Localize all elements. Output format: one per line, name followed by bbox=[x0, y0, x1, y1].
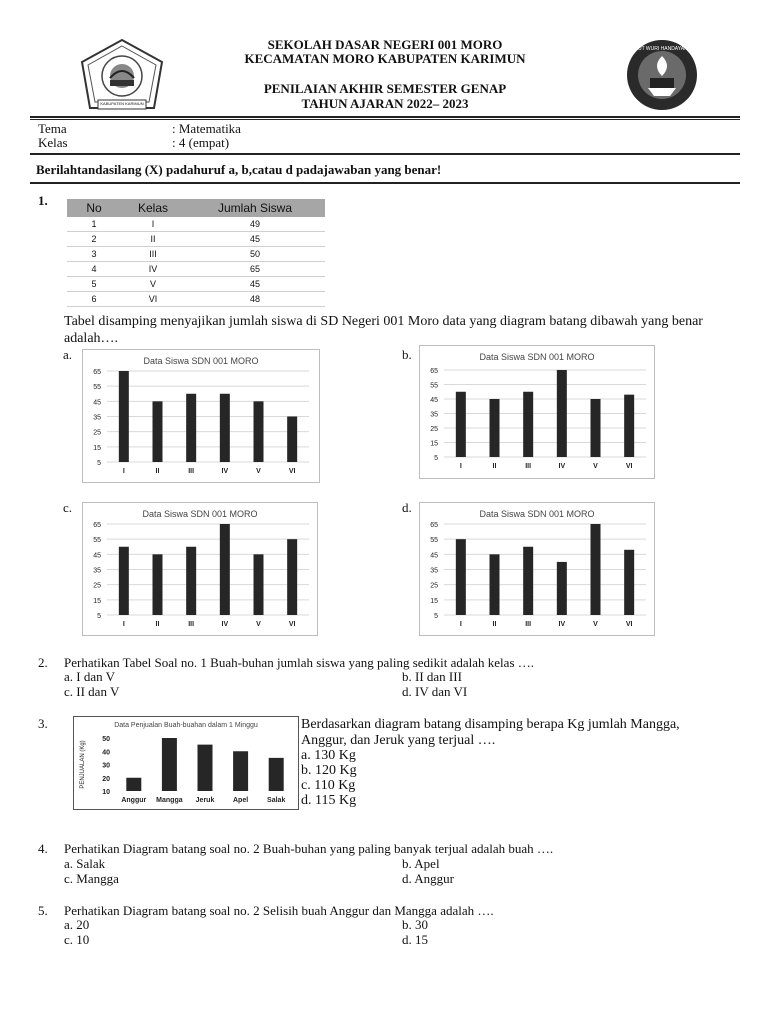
x-tick-label: II bbox=[492, 463, 497, 470]
student-table bbox=[67, 199, 325, 307]
bar bbox=[254, 401, 264, 462]
y-tick-label: 15 bbox=[430, 440, 438, 448]
q2-option-b[interactable]: b. II dan III bbox=[402, 669, 462, 684]
q5-number: 5. bbox=[38, 903, 48, 918]
y-tick-label: 55 bbox=[93, 537, 101, 545]
q5-option-d[interactable]: d. 15 bbox=[402, 932, 428, 947]
y-tick-label: 45 bbox=[93, 552, 101, 560]
tema-value: : Matematika bbox=[172, 121, 241, 136]
x-tick-label: IV bbox=[558, 463, 566, 470]
x-tick-label: I bbox=[459, 621, 462, 628]
y-tick-label: 5 bbox=[97, 613, 101, 620]
x-tick-label: III bbox=[525, 621, 532, 628]
q4-text: Perhatikan Diagram batang soal no. 2 Buah-buhan yang paling banyak terjual adalah buah …. bbox=[64, 841, 554, 856]
x-tick-label: Salak bbox=[267, 797, 286, 804]
q3-option-c[interactable]: c. 110 Kg bbox=[301, 778, 356, 793]
q3-option-d[interactable]: d. 115 Kg bbox=[301, 793, 357, 808]
bar bbox=[254, 554, 264, 615]
y-tick-label: 65 bbox=[93, 369, 101, 376]
district-name: KECAMATAN MORO KABUPATEN KARIMUN bbox=[244, 51, 526, 66]
x-tick-label: IV bbox=[221, 468, 229, 475]
bar bbox=[119, 547, 129, 615]
y-tick-label: 65 bbox=[430, 368, 438, 375]
table-cell: 1 bbox=[67, 217, 121, 232]
bar bbox=[557, 562, 567, 615]
x-tick-label: VI bbox=[288, 468, 296, 475]
x-tick-label: Jeruk bbox=[195, 797, 215, 804]
y-tick-label: 35 bbox=[430, 567, 438, 575]
school-name: SEKOLAH DASAR NEGERI 001 MORO bbox=[267, 37, 503, 52]
chart-title: Data Penjualan Buah-buahan dalam 1 Minggu bbox=[114, 722, 258, 729]
x-tick-label: VI bbox=[625, 463, 633, 470]
table-header-jumlah: Jumlah Siswa bbox=[185, 199, 325, 217]
q3-text-line2: Anggur, dan Jeruk yang terjual …. bbox=[301, 733, 496, 748]
x-tick-label: I bbox=[122, 621, 125, 628]
table-header-no: No bbox=[67, 199, 121, 217]
y-tick-label: 65 bbox=[93, 522, 101, 529]
bar bbox=[186, 394, 196, 462]
bar bbox=[198, 745, 213, 791]
y-tick-label: 45 bbox=[430, 552, 438, 560]
y-tick-label: 15 bbox=[93, 444, 101, 452]
q4-option-a[interactable]: a. Salak bbox=[64, 856, 106, 871]
q2-number: 2. bbox=[38, 655, 48, 670]
x-tick-label: Mangga bbox=[156, 797, 183, 804]
table-cell: 48 bbox=[185, 292, 325, 307]
option-b-letter[interactable]: b. bbox=[402, 347, 412, 362]
table-row bbox=[67, 262, 325, 277]
chart-fruit-sales bbox=[73, 716, 299, 810]
q2-option-a[interactable]: a. I dan V bbox=[64, 669, 116, 684]
bar bbox=[490, 554, 500, 615]
q1-text: Tabel disamping menyajikan jumlah siswa di SD Negeri 001 Moro data yang diagram batang dibawah yang benar adalah…. bbox=[64, 314, 703, 346]
table-row bbox=[67, 247, 325, 262]
bar bbox=[456, 539, 466, 615]
table-cell: 49 bbox=[185, 217, 325, 232]
q5-option-a[interactable]: a. 20 bbox=[64, 917, 90, 932]
table-cell: V bbox=[121, 277, 185, 292]
bar bbox=[456, 392, 466, 457]
y-tick-label: 5 bbox=[97, 460, 101, 467]
tema-label: Tema bbox=[38, 121, 67, 136]
y-tick-label: 35 bbox=[430, 411, 438, 419]
kelas-label: Kelas bbox=[38, 135, 68, 150]
x-tick-label: I bbox=[459, 463, 462, 470]
y-tick-label: 35 bbox=[93, 567, 101, 575]
x-tick-label: Anggur bbox=[121, 797, 147, 804]
x-tick-label: V bbox=[593, 463, 598, 470]
bar bbox=[523, 547, 533, 615]
y-tick-label: 25 bbox=[93, 582, 101, 590]
q3-text-line1: Berdasarkan diagram batang disamping berapa Kg jumlah Mangga, bbox=[301, 717, 680, 732]
q2-text: Perhatikan Tabel Soal no. 1 Buah-buhan jumlah siswa yang paling sedikit adalah kelas …. bbox=[64, 655, 534, 670]
y-tick-label: 10 bbox=[102, 789, 110, 796]
q2-option-c[interactable]: c. II dan V bbox=[64, 684, 120, 699]
bar bbox=[490, 399, 500, 457]
kelas-value: : 4 (empat) bbox=[172, 135, 230, 150]
bar bbox=[523, 392, 533, 457]
table-cell: VI bbox=[121, 292, 185, 307]
table-cell: III bbox=[121, 247, 185, 262]
instruction: Berilahtandasilang (X) padahuruf a, b,catau d padajawaban yang benar! bbox=[36, 162, 442, 177]
meta-rule bbox=[30, 153, 740, 155]
y-tick-label: 55 bbox=[93, 384, 101, 392]
y-tick-label: 55 bbox=[430, 537, 438, 545]
y-tick-label: 65 bbox=[430, 522, 438, 529]
x-tick-label: VI bbox=[625, 621, 633, 628]
table-row bbox=[67, 217, 325, 232]
chart-option-b[interactable] bbox=[419, 345, 655, 479]
table-cell: IV bbox=[121, 262, 185, 277]
header-rule-thick bbox=[30, 116, 740, 118]
exam-title: PENILAIAN AKHIR SEMESTER GENAP bbox=[263, 81, 507, 96]
bar bbox=[591, 524, 601, 615]
bar bbox=[233, 751, 248, 791]
header-rule-thin bbox=[30, 119, 740, 120]
table-row bbox=[67, 277, 325, 292]
bar bbox=[119, 371, 129, 462]
chart-title: Data Siswa SDN 001 MORO bbox=[479, 509, 595, 519]
q4-option-d[interactable]: d. Anggur bbox=[402, 871, 454, 886]
q3-option-b[interactable]: b. 120 Kg bbox=[301, 763, 357, 778]
y-tick-label: 45 bbox=[93, 399, 101, 407]
table-cell: II bbox=[121, 232, 185, 247]
q4-number: 4. bbox=[38, 841, 48, 856]
y-tick-label: 5 bbox=[434, 613, 438, 620]
bar bbox=[220, 524, 230, 615]
y-tick-label: 15 bbox=[430, 597, 438, 605]
q3-number: 3. bbox=[38, 716, 48, 731]
x-tick-label: III bbox=[188, 468, 195, 475]
bar bbox=[287, 539, 297, 615]
x-tick-label: V bbox=[256, 621, 261, 628]
option-d-letter[interactable]: d. bbox=[402, 500, 412, 515]
table-cell: 50 bbox=[185, 247, 325, 262]
y-tick-label: 35 bbox=[93, 414, 101, 422]
bar bbox=[153, 554, 163, 615]
y-tick-label: 40 bbox=[102, 749, 110, 757]
q3-option-a[interactable]: a. 130 Kg bbox=[301, 748, 356, 763]
q4-option-b[interactable]: b. Apel bbox=[402, 856, 440, 871]
q5-option-c[interactable]: c. 10 bbox=[64, 932, 90, 947]
x-tick-label: II bbox=[492, 621, 497, 628]
bar bbox=[220, 394, 230, 462]
chart-title: Data Siswa SDN 001 MORO bbox=[143, 356, 259, 366]
y-tick-label: 20 bbox=[102, 775, 110, 783]
tut-wuri-logo-text: TUT WURI HANDAYANI bbox=[634, 46, 690, 52]
x-tick-label: V bbox=[593, 621, 598, 628]
table-cell: 6 bbox=[67, 292, 121, 307]
y-tick-label: 50 bbox=[102, 736, 110, 743]
bar bbox=[186, 547, 196, 615]
bar bbox=[269, 758, 284, 791]
table-cell: 45 bbox=[185, 277, 325, 292]
y-tick-label: 30 bbox=[102, 762, 110, 770]
y-tick-label: 5 bbox=[434, 455, 438, 462]
table-cell: 3 bbox=[67, 247, 121, 262]
q5-text: Perhatikan Diagram batang soal no. 2 Selisih buah Anggur dan Mangga adalah …. bbox=[64, 903, 494, 918]
chart-option-c[interactable] bbox=[82, 502, 318, 636]
x-tick-label: I bbox=[122, 468, 125, 475]
y-tick-label: 15 bbox=[93, 597, 101, 605]
q2-option-d[interactable]: d. IV dan VI bbox=[402, 684, 468, 699]
bar bbox=[126, 778, 141, 791]
q4-option-c[interactable]: c. Mangga bbox=[64, 871, 119, 886]
table-row bbox=[67, 292, 325, 307]
chart-option-a[interactable] bbox=[82, 349, 320, 483]
x-tick-label: IV bbox=[221, 621, 229, 628]
q5-option-b[interactable]: b. 30 bbox=[402, 917, 428, 932]
option-a-letter[interactable]: a. bbox=[63, 347, 73, 362]
bar bbox=[557, 370, 567, 457]
x-tick-label: IV bbox=[558, 621, 566, 628]
bar bbox=[591, 399, 601, 457]
instruction-rule bbox=[30, 182, 740, 184]
table-cell: 2 bbox=[67, 232, 121, 247]
y-tick-label: 55 bbox=[430, 382, 438, 390]
x-tick-label: III bbox=[188, 621, 195, 628]
bar bbox=[153, 401, 163, 462]
table-cell: 5 bbox=[67, 277, 121, 292]
y-tick-label: 25 bbox=[93, 429, 101, 437]
table-cell: 45 bbox=[185, 232, 325, 247]
x-tick-label: VI bbox=[288, 621, 296, 628]
y-tick-label: 45 bbox=[430, 397, 438, 404]
x-tick-label: Apel bbox=[233, 797, 249, 804]
x-tick-label: II bbox=[155, 468, 160, 475]
academic-year: TAHUN AJARAN 2022– 2023 bbox=[301, 96, 469, 111]
bar bbox=[624, 395, 634, 457]
chart-title: Data Siswa SDN 001 MORO bbox=[142, 509, 258, 519]
x-tick-label: II bbox=[155, 621, 160, 628]
karimun-logo-text: KABUPATEN KARIMUN bbox=[100, 101, 144, 106]
option-c-letter[interactable]: c. bbox=[63, 500, 73, 515]
table-header-kelas: Kelas bbox=[121, 199, 185, 217]
q1-number: 1. bbox=[38, 193, 48, 208]
x-tick-label: V bbox=[256, 468, 261, 475]
bar bbox=[162, 738, 177, 791]
table-row bbox=[67, 232, 325, 247]
table-cell: 4 bbox=[67, 262, 121, 277]
table-cell: 65 bbox=[185, 262, 325, 277]
table-header-row bbox=[67, 199, 325, 217]
bar bbox=[287, 417, 297, 463]
bar bbox=[624, 550, 634, 615]
x-tick-label: III bbox=[525, 463, 532, 470]
y-axis-label: PENJUALAN (Kg) bbox=[80, 740, 86, 789]
y-tick-label: 25 bbox=[430, 426, 438, 433]
y-tick-label: 25 bbox=[430, 582, 438, 590]
chart-option-d[interactable] bbox=[419, 502, 655, 636]
chart-title: Data Siswa SDN 001 MORO bbox=[479, 352, 595, 362]
table-cell: I bbox=[121, 217, 185, 232]
